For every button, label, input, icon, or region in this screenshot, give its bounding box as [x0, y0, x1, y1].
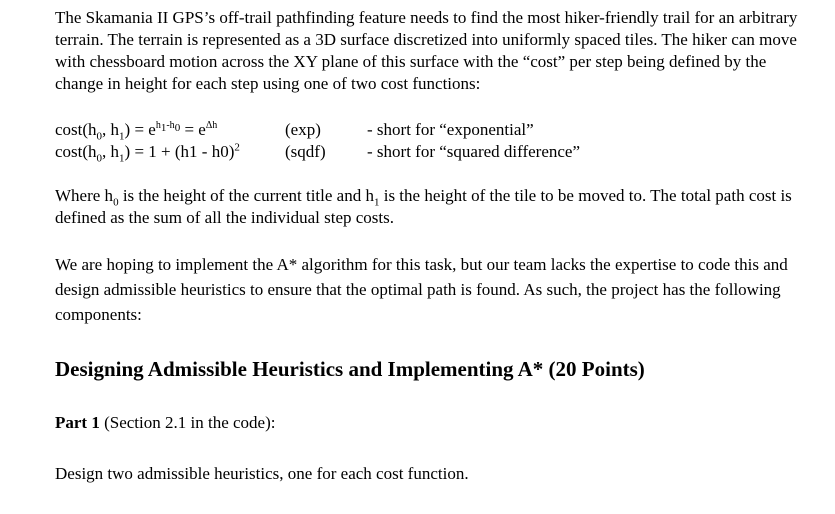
cost-formulas	[55, 119, 815, 163]
intro-paragraph: The Skamania II GPS’s off-trail pathfinding feature needs to find the most hiker-friendly trail for an arbitrary terrain. The terrain is represented as a 3D surface discretized into uniformly spaced tiles. The hiker can move with chessboard motion across the XY plane of this surface with the “cost” per step being defined by the change in height for each step using one of two cost functions:	[55, 8, 798, 93]
part-line: Part 1 (Section 2.1 in the code):	[55, 413, 276, 432]
formula-exp-row	[55, 119, 815, 141]
design-line: Design two admissible heuristics, one for each cost function.	[55, 464, 469, 483]
part-label: Part 1	[55, 413, 100, 432]
where-paragraph: Where $h_0$ is the height of the current title and $h_1$ is the height of the tile to be moved to. The total path cost is defined as the sum of all the individual step costs.	[55, 186, 792, 227]
formula-exp-expression: $\cos t(h_0$, $h_1) = e^{h_1-h_0} = e^{\Delta h}$	[55, 120, 218, 143]
formula-sqdf-description: - short for “squared difference”	[367, 142, 581, 161]
formula-sqdf-tag: (sqdf)	[285, 142, 326, 161]
document-body	[55, 7, 815, 485]
formula-exp-tag: (exp)	[285, 120, 321, 139]
formula-exp-description: - short for “exponential”	[367, 120, 534, 139]
section-heading: Designing Admissible Heuristics and Implementing A* (20 Points)	[55, 357, 645, 381]
hoping-paragraph: We are hoping to implement the A* algorithm for this task, but our team lacks the expertise to code this and design admissible heuristics to ensure that the optimal path is found. As such, the project has the following components:	[55, 255, 788, 324]
formula-sqdf-row	[55, 141, 815, 163]
formula-sqdf-expression: $\cos t(h_0$, $h_1) = 1 + (h1 - h0)^2$	[55, 141, 240, 165]
